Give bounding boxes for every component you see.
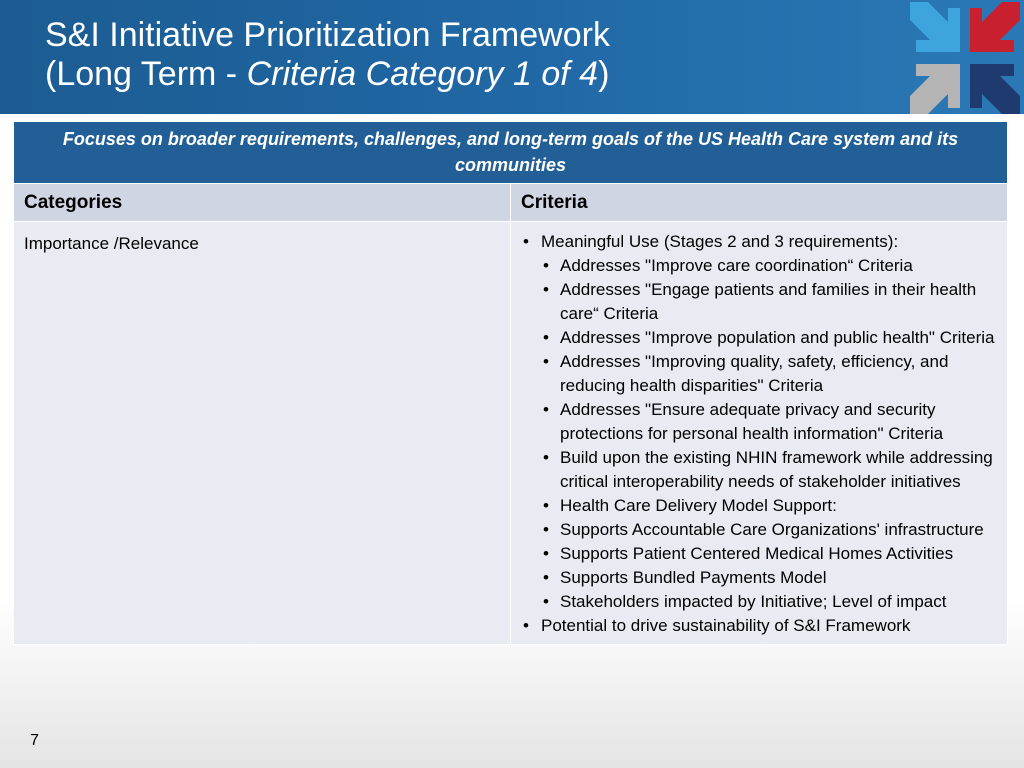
- criteria-item: • Build upon the existing NHIN framework while addressing critical interoperability needs of stakeholder initiatives: [521, 446, 997, 494]
- criteria-item: • Addresses "Ensure adequate privacy and security protections for personal health information" Criteria: [521, 398, 997, 446]
- criteria-item: • Addresses "Improving quality, safety, efficiency, and reducing health disparities" Criteria: [521, 350, 997, 398]
- criteria-item: • Supports Bundled Payments Model: [521, 566, 997, 590]
- title-line-2-prefix: (Long Term -: [45, 55, 247, 93]
- criteria-table: [13, 121, 1008, 645]
- criteria-item: • Addresses "Improve population and public health" Criteria: [521, 326, 997, 350]
- criteria-item: • Meaningful Use (Stages 2 and 3 requirements):: [521, 230, 997, 254]
- criteria-item: • Stakeholders impacted by Initiative; Level of impact: [521, 590, 997, 614]
- column-header-criteria: Criteria: [511, 184, 1008, 222]
- criteria-item: • Supports Patient Centered Medical Homes Activities: [521, 542, 997, 566]
- title-line-2: [45, 55, 610, 94]
- title-line-2-italic: Criteria Category 1 of 4: [246, 55, 599, 93]
- criteria-item: • Potential to drive sustainability of S&I Framework: [521, 614, 997, 638]
- criteria-item: • Addresses "Engage patients and families in their health care“ Criteria: [521, 278, 997, 326]
- criteria-item: • Supports Accountable Care Organizations' infrastructure: [521, 518, 997, 542]
- slide-title: [45, 16, 610, 94]
- table-banner: Focuses on broader requirements, challenges, and long-term goals of the US Health Care system and its communities: [14, 122, 1008, 184]
- criteria-item: • Health Care Delivery Model Support:: [521, 494, 997, 518]
- category-cell: Importance /Relevance: [14, 222, 511, 645]
- title-line-2-suffix: ): [598, 55, 610, 93]
- slide-header: [0, 0, 1024, 114]
- column-header-categories: Categories: [14, 184, 511, 222]
- criteria-cell: [511, 222, 1008, 645]
- title-line-1: S&I Initiative Prioritization Framework: [45, 16, 610, 54]
- page-number: 7: [30, 732, 39, 749]
- criteria-list: [521, 230, 997, 638]
- four-arrows-logo-icon: [884, 0, 1024, 114]
- criteria-item: • Addresses "Improve care coordination“ Criteria: [521, 254, 997, 278]
